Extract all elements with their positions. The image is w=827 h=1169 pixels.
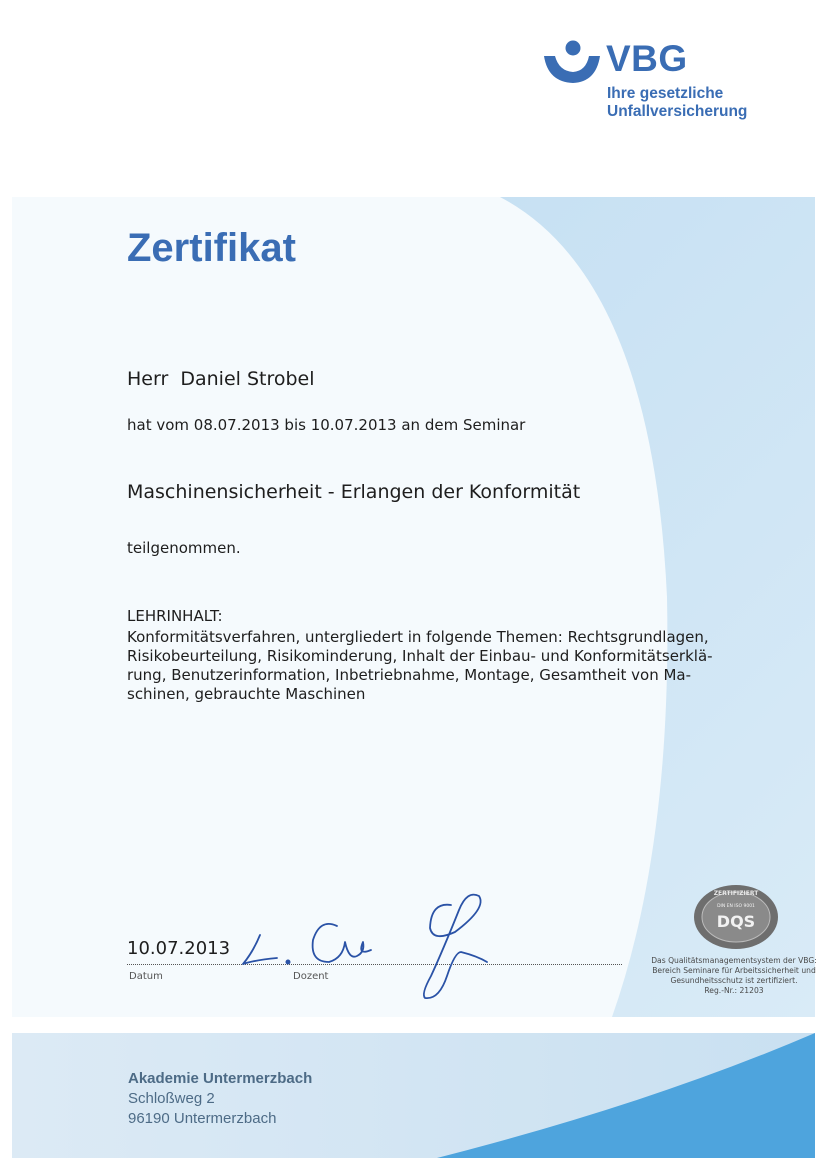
academy-city: 96190 Untermerzbach	[128, 1110, 277, 1127]
seminar-dates-text: hat vom 08.07.2013 bis 10.07.2013 an dem Seminar	[127, 416, 526, 434]
seal-text-dqs: DQS	[716, 912, 756, 931]
seal-text-standard: DIN EN ISO 9001	[717, 904, 755, 909]
signature-date: 10.07.2013	[127, 938, 231, 959]
academy-name: Akademie Untermerzbach	[128, 1070, 313, 1087]
dqs-certification-seal-icon	[693, 883, 779, 951]
signature-dot	[286, 960, 289, 963]
lecturer-label: Dozent	[293, 971, 329, 982]
course-content-line: Risikobeurteilung, Risikominderung, Inhalt der Einbau- und Konformitätserklä-	[127, 647, 713, 665]
handwritten-signatures	[225, 890, 505, 1005]
signature-stroke-2	[313, 924, 371, 962]
certification-note	[640, 956, 827, 996]
course-content-line: Konformitätsverfahren, untergliedert in folgende Themen: Rechtsgrundlagen,	[127, 628, 709, 646]
brand-tagline-line2: Unfallversicherung	[607, 103, 748, 120]
participation-text: teilgenommen.	[127, 539, 241, 557]
recipient-name: Herr Daniel Strobel	[127, 368, 315, 390]
brand-tagline-line1: Ihre gesetzliche	[607, 85, 724, 102]
academy-street: Schloßweg 2	[128, 1090, 215, 1107]
signature-stroke-3	[424, 895, 487, 999]
course-content	[127, 628, 713, 704]
certification-note-line: Das Qualitätsmanagementsystem der VBG:	[651, 956, 817, 965]
certification-note-line: Bereich Seminare für Arbeitssicherheit und	[652, 966, 816, 975]
certification-note-line: Reg.-Nr.: 21203	[704, 986, 764, 995]
vbg-logo-icon	[542, 40, 600, 84]
course-content-line: rung, Benutzerinformation, Inbetriebnahme, Montage, Gesamtheit von Ma-	[127, 666, 692, 684]
certification-note-line: Gesundheitsschutz ist zertifiziert.	[670, 976, 798, 985]
seminar-title: Maschinensicherheit - Erlangen der Konformität	[127, 481, 581, 503]
signature-stroke-1	[243, 935, 277, 964]
brand-name: VBG	[606, 38, 688, 79]
certificate-title: Zertifikat	[127, 226, 296, 270]
content-heading: LEHRINHALT:	[127, 607, 223, 625]
date-label: Datum	[129, 971, 163, 982]
seal-text-top: ZERTIFIZIERT	[713, 890, 759, 897]
course-content-line: schinen, gebrauchte Maschinen	[127, 685, 366, 703]
